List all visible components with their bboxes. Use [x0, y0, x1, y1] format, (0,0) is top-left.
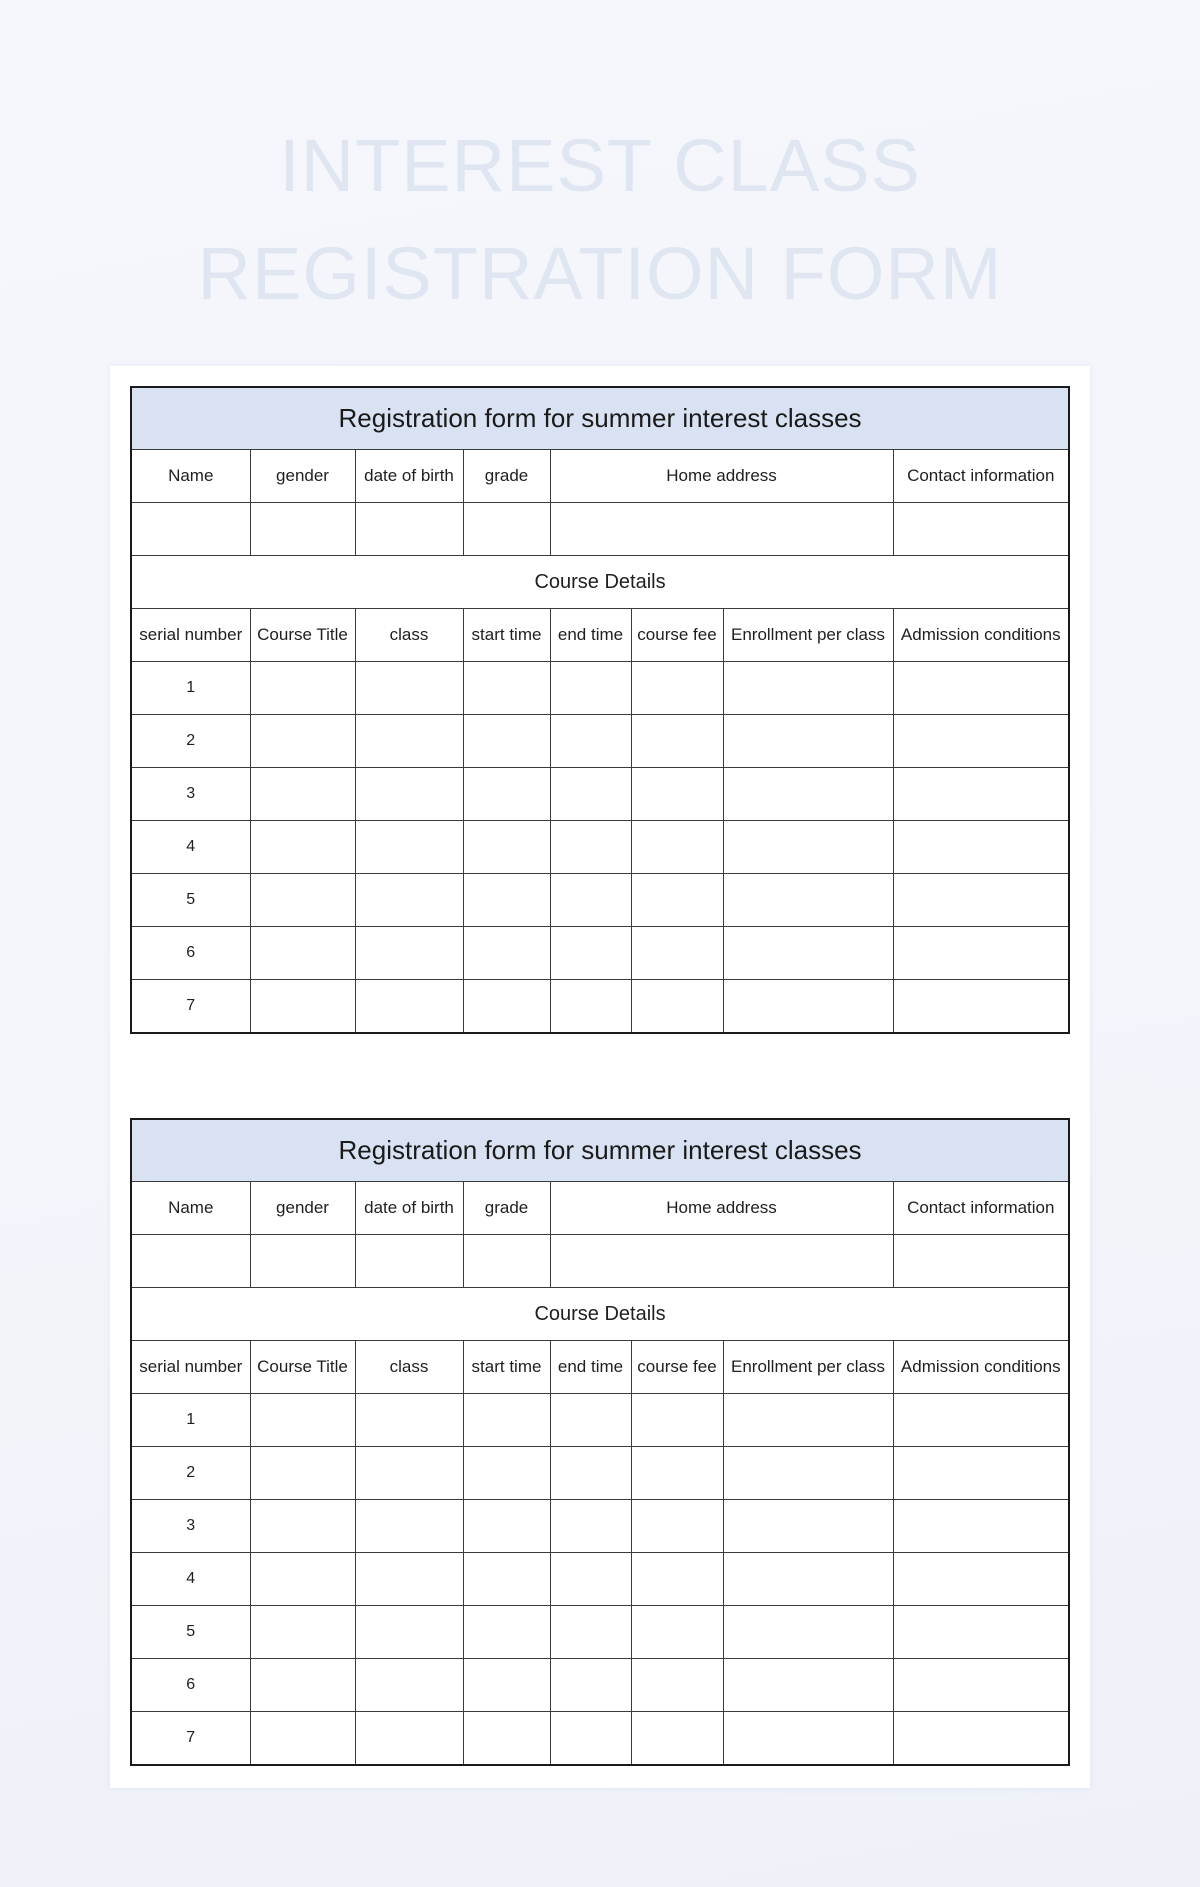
enrollment-cell[interactable]	[723, 980, 893, 1034]
course-fee-cell[interactable]	[631, 1447, 723, 1500]
header-grade: grade	[463, 450, 550, 503]
admission-conditions-cell[interactable]	[893, 1712, 1069, 1766]
end-time-cell[interactable]	[550, 1394, 631, 1447]
header-end-time: end time	[550, 1341, 631, 1394]
end-time-cell[interactable]	[550, 1553, 631, 1606]
course-fee-cell[interactable]	[631, 768, 723, 821]
end-time-cell[interactable]	[550, 662, 631, 715]
end-time-cell[interactable]	[550, 1447, 631, 1500]
enrollment-cell[interactable]	[723, 927, 893, 980]
admission-conditions-cell[interactable]	[893, 1606, 1069, 1659]
end-time-cell[interactable]	[550, 1606, 631, 1659]
start-time-cell[interactable]	[463, 662, 550, 715]
start-time-cell[interactable]	[463, 980, 550, 1034]
admission-conditions-cell[interactable]	[893, 1500, 1069, 1553]
enrollment-cell[interactable]	[723, 1712, 893, 1766]
header-enrollment-per-class: Enrollment per class	[723, 1341, 893, 1394]
gender-cell[interactable]	[250, 1235, 355, 1288]
end-time-cell[interactable]	[550, 1500, 631, 1553]
start-time-cell[interactable]	[463, 1606, 550, 1659]
enrollment-cell[interactable]	[723, 715, 893, 768]
course-title-cell[interactable]	[250, 768, 355, 821]
class-cell[interactable]	[355, 1447, 463, 1500]
course-row	[131, 1447, 1069, 1500]
course-title-cell[interactable]	[250, 821, 355, 874]
serial-number: 2	[131, 1447, 250, 1500]
header-date-of-birth: date of birth	[355, 450, 463, 503]
contact-information-cell[interactable]	[893, 503, 1069, 556]
start-time-cell[interactable]	[463, 1659, 550, 1712]
enrollment-cell[interactable]	[723, 768, 893, 821]
start-time-cell[interactable]	[463, 821, 550, 874]
course-title-cell[interactable]	[250, 1606, 355, 1659]
start-time-cell[interactable]	[463, 1712, 550, 1766]
serial-number: 7	[131, 980, 250, 1034]
class-cell[interactable]	[355, 715, 463, 768]
page-title	[0, 112, 1200, 328]
serial-number: 7	[131, 1712, 250, 1766]
course-row	[131, 927, 1069, 980]
header-class: class	[355, 609, 463, 662]
course-fee-cell[interactable]	[631, 1712, 723, 1766]
course-row	[131, 1394, 1069, 1447]
serial-number: 3	[131, 768, 250, 821]
personal-input-row	[131, 1235, 1069, 1288]
class-cell[interactable]	[355, 980, 463, 1034]
course-row	[131, 715, 1069, 768]
end-time-cell[interactable]	[550, 1659, 631, 1712]
class-cell[interactable]	[355, 821, 463, 874]
course-title-cell[interactable]	[250, 715, 355, 768]
header-class: class	[355, 1341, 463, 1394]
contact-information-cell[interactable]	[893, 1235, 1069, 1288]
admission-conditions-cell[interactable]	[893, 1394, 1069, 1447]
header-contact-information: Contact information	[893, 1182, 1069, 1235]
date-of-birth-cell[interactable]	[355, 503, 463, 556]
serial-number: 4	[131, 821, 250, 874]
form-title: Registration form for summer interest classes	[131, 387, 1069, 450]
start-time-cell[interactable]	[463, 1553, 550, 1606]
end-time-cell[interactable]	[550, 821, 631, 874]
start-time-cell[interactable]	[463, 768, 550, 821]
admission-conditions-cell[interactable]	[893, 662, 1069, 715]
course-title-cell[interactable]	[250, 1553, 355, 1606]
name-cell[interactable]	[131, 1235, 250, 1288]
serial-number: 6	[131, 1659, 250, 1712]
class-cell[interactable]	[355, 1553, 463, 1606]
start-time-cell[interactable]	[463, 1500, 550, 1553]
header-start-time: start time	[463, 1341, 550, 1394]
date-of-birth-cell[interactable]	[355, 1235, 463, 1288]
header-course-title: Course Title	[250, 609, 355, 662]
course-fee-cell[interactable]	[631, 927, 723, 980]
course-title-cell[interactable]	[250, 1659, 355, 1712]
course-row	[131, 1553, 1069, 1606]
course-header-row	[131, 609, 1069, 662]
course-details-heading: Course Details	[131, 556, 1069, 609]
class-cell[interactable]	[355, 927, 463, 980]
header-end-time: end time	[550, 609, 631, 662]
course-header-row	[131, 1341, 1069, 1394]
course-fee-cell[interactable]	[631, 821, 723, 874]
header-date-of-birth: date of birth	[355, 1182, 463, 1235]
end-time-cell[interactable]	[550, 980, 631, 1034]
enrollment-cell[interactable]	[723, 1553, 893, 1606]
class-cell[interactable]	[355, 1606, 463, 1659]
start-time-cell[interactable]	[463, 1447, 550, 1500]
course-row	[131, 662, 1069, 715]
enrollment-cell[interactable]	[723, 1447, 893, 1500]
page-title-line-1: INTEREST CLASS	[279, 124, 921, 207]
admission-conditions-cell[interactable]	[893, 715, 1069, 768]
course-title-cell[interactable]	[250, 874, 355, 927]
end-time-cell[interactable]	[550, 874, 631, 927]
admission-conditions-cell[interactable]	[893, 1659, 1069, 1712]
class-cell[interactable]	[355, 662, 463, 715]
header-gender: gender	[250, 450, 355, 503]
admission-conditions-cell[interactable]	[893, 1553, 1069, 1606]
personal-header-row	[131, 1182, 1069, 1235]
class-cell[interactable]	[355, 874, 463, 927]
home-address-cell[interactable]	[550, 1235, 893, 1288]
serial-number: 2	[131, 715, 250, 768]
admission-conditions-cell[interactable]	[893, 1447, 1069, 1500]
admission-conditions-cell[interactable]	[893, 821, 1069, 874]
course-fee-cell[interactable]	[631, 662, 723, 715]
header-start-time: start time	[463, 609, 550, 662]
header-contact-information: Contact information	[893, 450, 1069, 503]
admission-conditions-cell[interactable]	[893, 927, 1069, 980]
end-time-cell[interactable]	[550, 1712, 631, 1766]
course-title-cell[interactable]	[250, 927, 355, 980]
header-serial-number: serial number	[131, 1341, 250, 1394]
admission-conditions-cell[interactable]	[893, 980, 1069, 1034]
personal-header-row	[131, 450, 1069, 503]
course-fee-cell[interactable]	[631, 715, 723, 768]
registration-form-1	[130, 386, 1070, 1034]
serial-number: 6	[131, 927, 250, 980]
header-serial-number: serial number	[131, 609, 250, 662]
serial-number: 5	[131, 1606, 250, 1659]
class-cell[interactable]	[355, 1659, 463, 1712]
class-cell[interactable]	[355, 1712, 463, 1766]
end-time-cell[interactable]	[550, 715, 631, 768]
name-cell[interactable]	[131, 503, 250, 556]
header-home-address: Home address	[550, 450, 893, 503]
header-admission-conditions: Admission conditions	[893, 609, 1069, 662]
serial-number: 1	[131, 662, 250, 715]
header-course-fee: course fee	[631, 609, 723, 662]
header-course-title: Course Title	[250, 1341, 355, 1394]
course-row	[131, 1500, 1069, 1553]
end-time-cell[interactable]	[550, 768, 631, 821]
registration-form-2	[130, 1118, 1070, 1766]
header-enrollment-per-class: Enrollment per class	[723, 609, 893, 662]
serial-number: 4	[131, 1553, 250, 1606]
start-time-cell[interactable]	[463, 715, 550, 768]
course-row	[131, 874, 1069, 927]
course-title-cell[interactable]	[250, 1447, 355, 1500]
enrollment-cell[interactable]	[723, 1606, 893, 1659]
header-name: Name	[131, 1182, 250, 1235]
course-fee-cell[interactable]	[631, 1500, 723, 1553]
enrollment-cell[interactable]	[723, 1659, 893, 1712]
header-home-address: Home address	[550, 1182, 893, 1235]
home-address-cell[interactable]	[550, 503, 893, 556]
course-row	[131, 980, 1069, 1034]
course-fee-cell[interactable]	[631, 980, 723, 1034]
header-grade: grade	[463, 1182, 550, 1235]
course-fee-cell[interactable]	[631, 1394, 723, 1447]
header-gender: gender	[250, 1182, 355, 1235]
form-sheet	[110, 366, 1090, 1788]
admission-conditions-cell[interactable]	[893, 874, 1069, 927]
personal-input-row	[131, 503, 1069, 556]
class-cell[interactable]	[355, 1394, 463, 1447]
course-title-cell[interactable]	[250, 980, 355, 1034]
grade-cell[interactable]	[463, 503, 550, 556]
form-title: Registration form for summer interest classes	[131, 1119, 1069, 1182]
course-row	[131, 1712, 1069, 1766]
start-time-cell[interactable]	[463, 927, 550, 980]
page-title-line-2: REGISTRATION FORM	[197, 232, 1003, 315]
header-course-fee: course fee	[631, 1341, 723, 1394]
end-time-cell[interactable]	[550, 927, 631, 980]
course-fee-cell[interactable]	[631, 874, 723, 927]
admission-conditions-cell[interactable]	[893, 768, 1069, 821]
course-title-cell[interactable]	[250, 1500, 355, 1553]
course-fee-cell[interactable]	[631, 1553, 723, 1606]
enrollment-cell[interactable]	[723, 1500, 893, 1553]
class-cell[interactable]	[355, 768, 463, 821]
enrollment-cell[interactable]	[723, 1394, 893, 1447]
start-time-cell[interactable]	[463, 1394, 550, 1447]
course-title-cell[interactable]	[250, 662, 355, 715]
course-title-cell[interactable]	[250, 1712, 355, 1766]
header-admission-conditions: Admission conditions	[893, 1341, 1069, 1394]
course-row	[131, 1606, 1069, 1659]
course-row	[131, 768, 1069, 821]
course-fee-cell[interactable]	[631, 1606, 723, 1659]
enrollment-cell[interactable]	[723, 874, 893, 927]
serial-number: 3	[131, 1500, 250, 1553]
course-row	[131, 1659, 1069, 1712]
start-time-cell[interactable]	[463, 874, 550, 927]
course-title-cell[interactable]	[250, 1394, 355, 1447]
gender-cell[interactable]	[250, 503, 355, 556]
grade-cell[interactable]	[463, 1235, 550, 1288]
course-fee-cell[interactable]	[631, 1659, 723, 1712]
course-details-heading: Course Details	[131, 1288, 1069, 1341]
course-row	[131, 821, 1069, 874]
class-cell[interactable]	[355, 1500, 463, 1553]
serial-number: 5	[131, 874, 250, 927]
enrollment-cell[interactable]	[723, 821, 893, 874]
serial-number: 1	[131, 1394, 250, 1447]
header-name: Name	[131, 450, 250, 503]
enrollment-cell[interactable]	[723, 662, 893, 715]
